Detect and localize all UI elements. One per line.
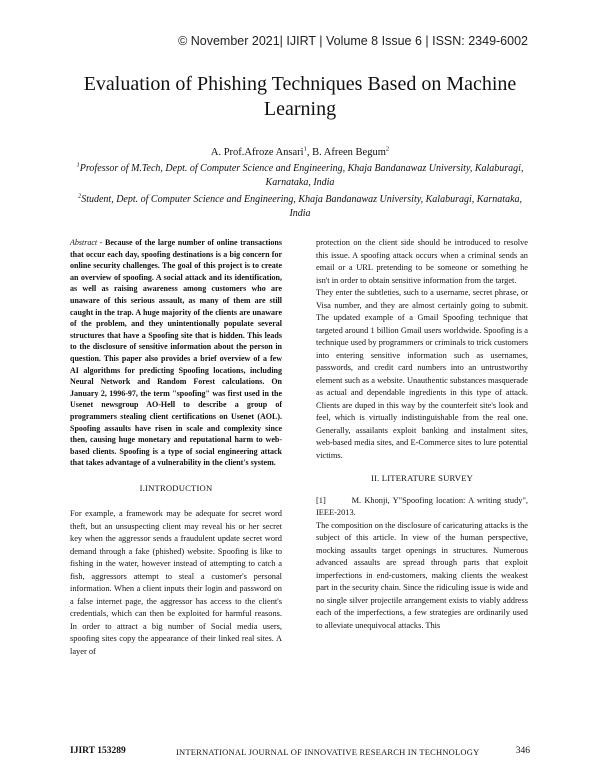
author-mid: , B. Afreen Begum: [306, 147, 386, 158]
introduction-heading: I.INTRODUCTION: [139, 482, 213, 493]
footer-journal-name: INTERNATIONAL JOURNAL OF INNOVATIVE RESEARCH IN TECHNOLOGY: [176, 747, 480, 757]
footer-page-number: 346: [515, 746, 530, 756]
publication-header: © November 2021| IJIRT | Volume 8 Issue 6 | ISSN: 2349-6002: [178, 34, 528, 48]
author-prefix: A. Prof.Afroze Ansari: [210, 147, 304, 158]
page-footer: [70, 746, 530, 760]
left-column: [70, 237, 282, 658]
abstract: [70, 237, 282, 469]
right-paragraph-2: They enter the subtleties, such to a username, secret phrase, or Visa number, and they are almost certainly going to submit. The updated example of a Gmail Spoofing technique that targeted around 1 billion Gmail users worldwide. Spoofing is a technique used by programmers or criminals to trick customers into entering sensitive information such as usernames, passwords, and credit card numbers into an untrustworthy element such as a website. Unauthentic substances masquerade as actual and dependable ingredients in this type of attack. Clients are duped in this way by the counterfeit site's look and feel, which is virtually indistinguishable from the real one. Generally, assailants exploit banking and instalment sites, web-based media sites, and E-Commerce sites to lure potential victims.: [316, 288, 528, 460]
literature-survey-heading: II. LITERATURE SURVEY: [370, 473, 474, 483]
right-paragraph-3: The composition on the disclosure of caricaturing attacks is the subject of this article. In view of the human perspective, mocking assaults target openings in structures. Numerous advanced assaults are spread through parts that exploit imperfections in end-customers, making clients the weakest part in the security chain. Since the ridiculing issue is wide and no single silver projectile arrangement exists to viably address each of the imperfections, a few strategies are ordinarily used to alleviate unequivocal attacks. This: [316, 520, 528, 630]
affiliation-2-text: Student, Dept. of Computer Science and Engineering, Khaja Bandanawaz University, Kalaburagi, Karnataka, India: [81, 194, 523, 219]
affiliation-2-sup: 2: [77, 192, 82, 200]
introduction-text: For example, a framework may be adequate for secret word theft, but an unsuspecting client may reveal his or her secret key when the aggressor sends a fraudulent update secret word demand through a fake (phished) website. Spoofing is like to fishing in the water, however instead of attempting to catch a fish, aggressors attempt to steal a customer's personal information. When a client inputs their login and password on a false internet page, the aggressor has access to the client's credentials, which can then be exploited for harmful reasons. In order to attract a big number of Social media users, spoofing sites copy the appearance of their linked real sites. A layer of: [70, 509, 282, 656]
abstract-lead: Abstract -: [70, 238, 106, 247]
affiliation-1: [70, 162, 530, 190]
affiliation-1-sup: 1: [76, 161, 80, 169]
reference-1: [1] M. Khonji, Y"Spoofing location: A writing study", IEEE-2013.: [316, 495, 531, 517]
author-sup-2: 2: [385, 145, 390, 153]
affiliation-1-text: Professor of M.Tech, Dept. of Computer Science and Engineering, Khaja Bandanawaz University, Kalaburagi, Karnataka, India: [79, 163, 524, 188]
affiliation-2: [70, 193, 530, 221]
right-column: [316, 237, 531, 632]
footer-paper-id: IJIRT 153289: [70, 746, 126, 756]
right-paragraph-1: protection on the client side should be introduced to resolve this issue. A spoofing attack occurs when a criminal sends an email or a URL pretending to be someone or something he isn't in order to obtain sensitive information from the target.: [316, 238, 528, 285]
paper-title: Evaluation of Phishing Techniques Based on Machine Learning: [83, 73, 517, 120]
abstract-text: Because of the large number of online transactions that occur each day, spoofing destinations is a big concern for online security challenges. The goal of this project is to create an overview of spoofing. A social attack and its identification, as well as raising awareness among customers who are unaware of this serious assault, as many of them are still caught in the trap. A huge majority of the clients are unaware of the problem, and they unintentionally populate several structures that have a Spoofing site that is hidden. This leads to the disclosure of sensitive information about the person in question. This paper also provides a brief overview of a few AI algorithms for predicting Spoofing locations, including Neural Network and Random Forest calculations. On January 2, 1996-97, the term "spoofing" was first used in the Usenet newsgroup AO-Hell to describe a group of programmers stealing client certifications on Usenet (AOL). Spoofing assaults have risen in scale and complexity since then, causing huge monetary and reputational harm to web-based clients. Spoofing is a type of social engineering attack that takes advantage of a vulnerability in the client's system.: [70, 238, 282, 468]
author-line: [70, 146, 530, 160]
author-sup-1: 1: [303, 145, 307, 153]
